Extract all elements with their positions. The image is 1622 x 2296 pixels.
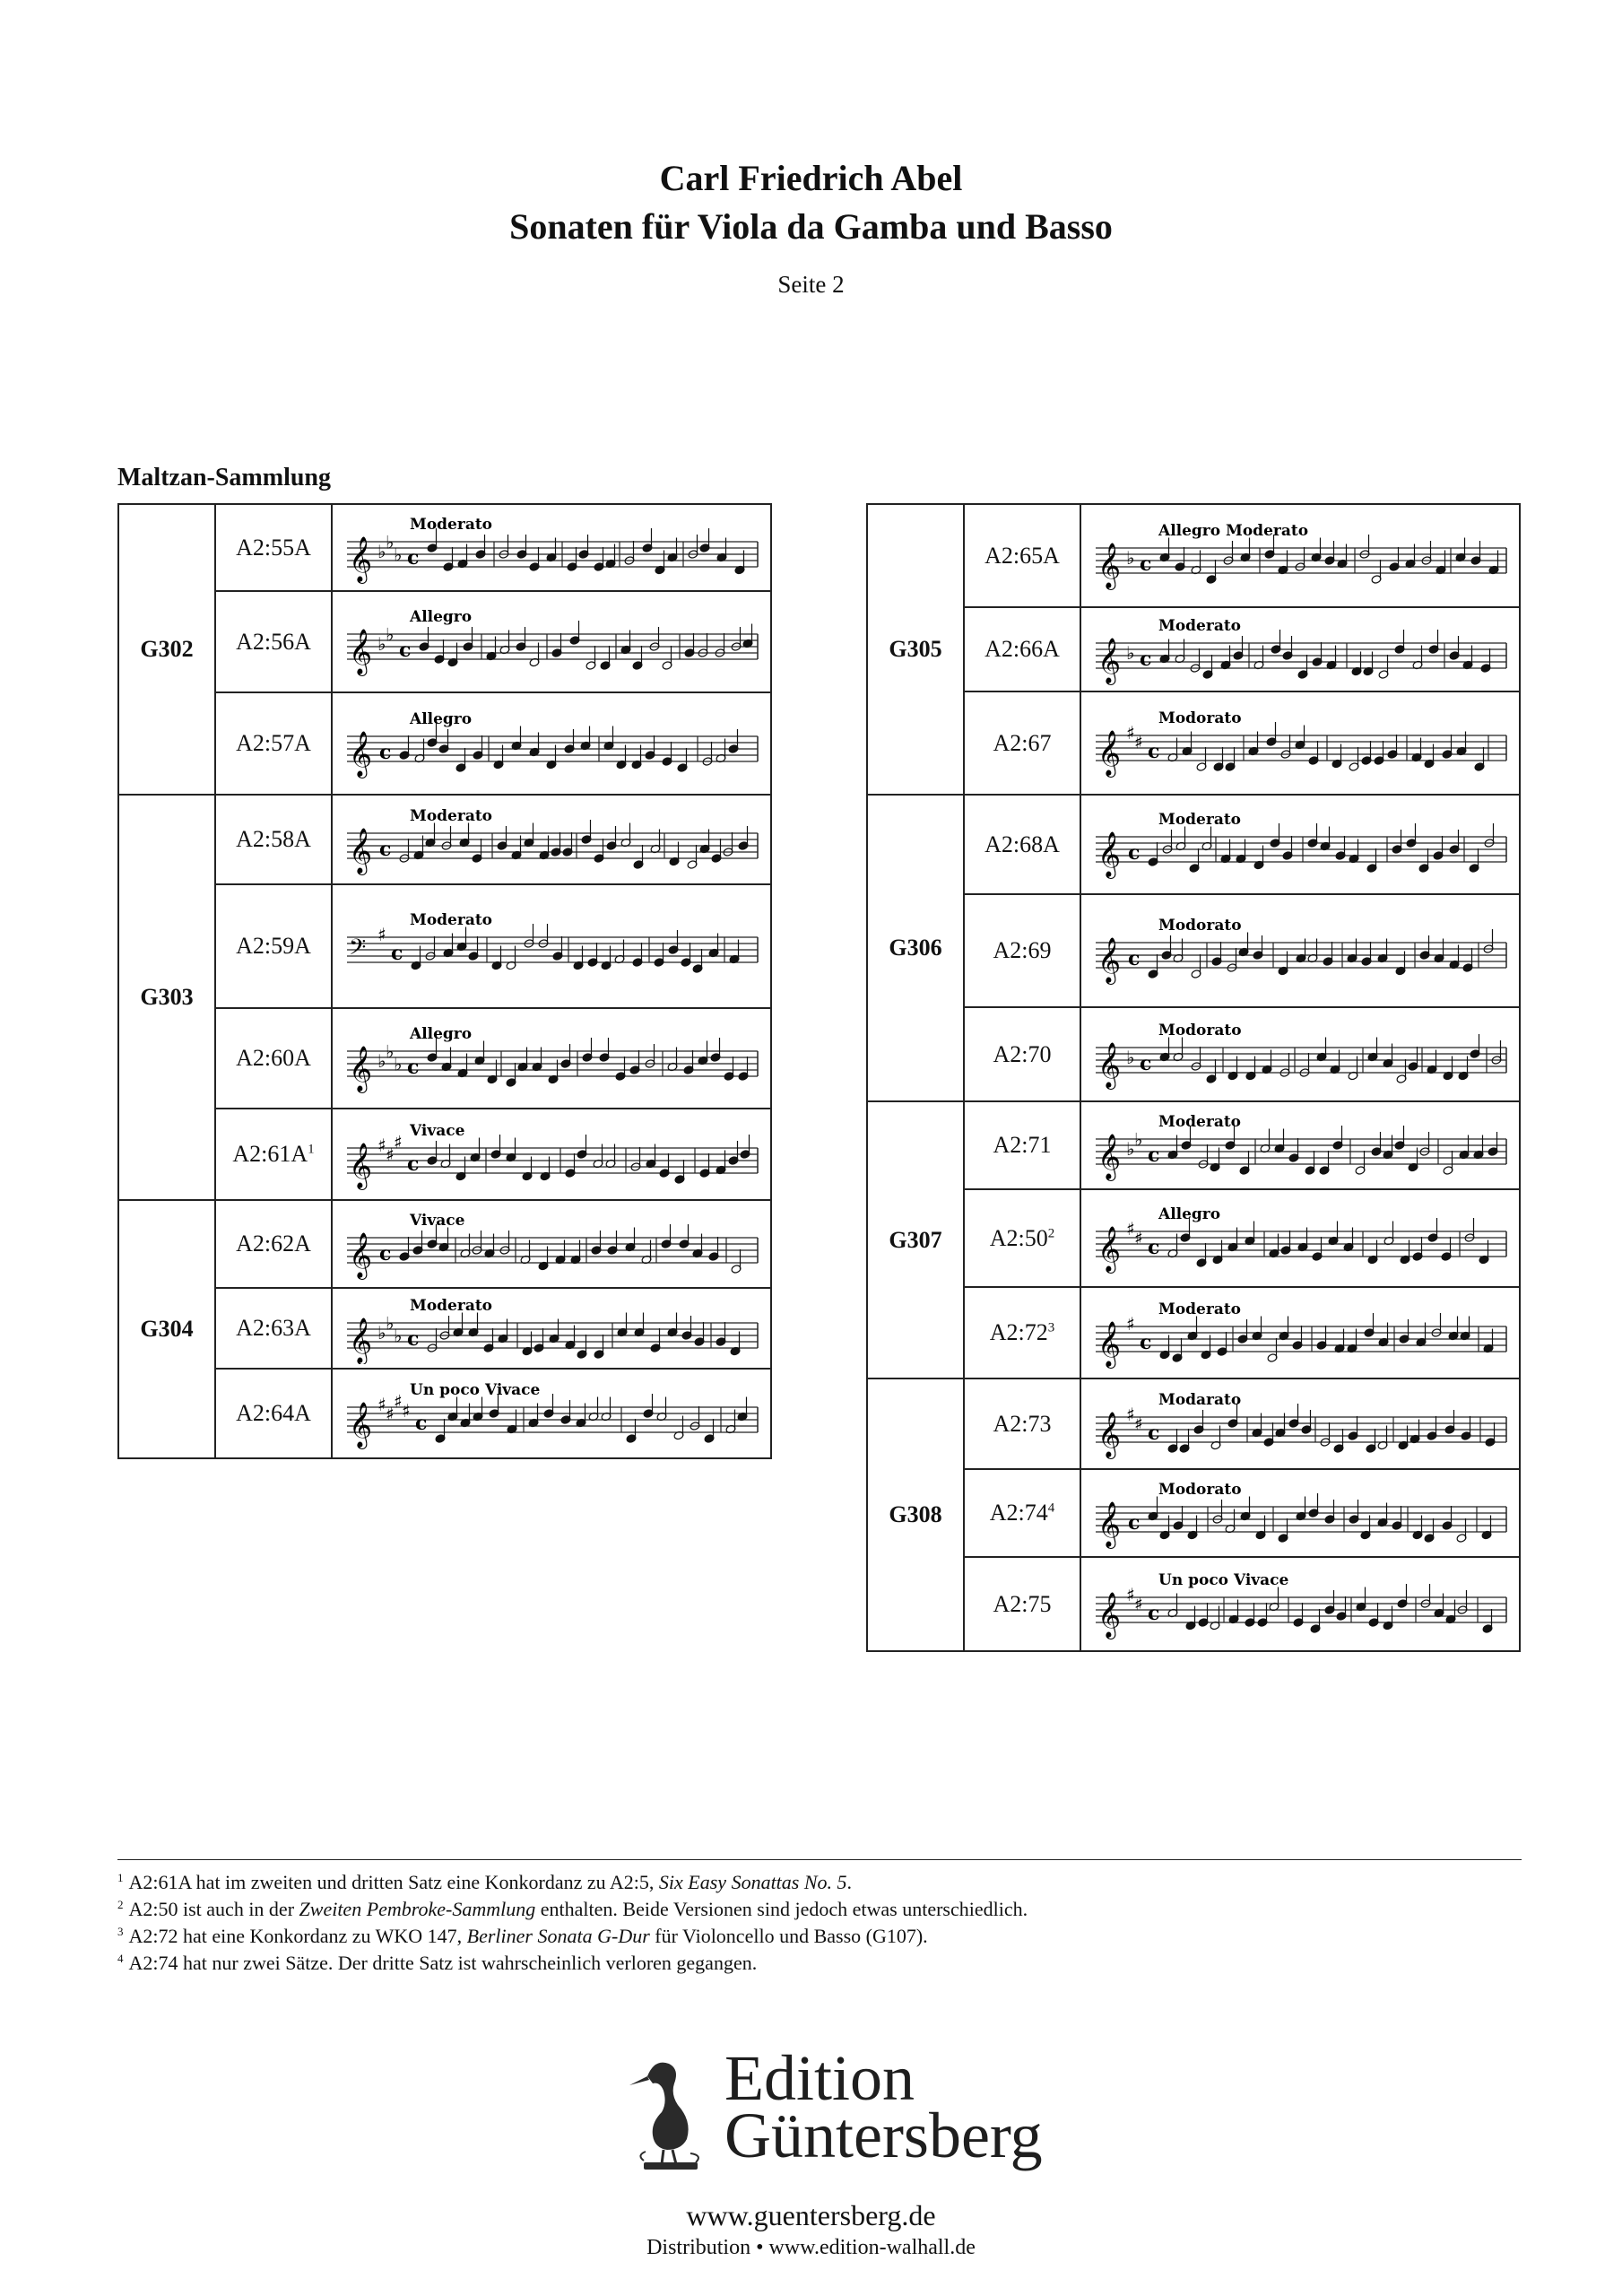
work-number: [964, 1469, 1080, 1557]
catalogue-row: [118, 1288, 771, 1369]
treble-clef-icon: 𝄞: [349, 1402, 373, 1448]
tempo-marking: Un poco Vivace: [410, 1381, 541, 1399]
tempo-marking: Modorato: [1158, 709, 1242, 727]
group-number: G306: [867, 795, 964, 1101]
incipit-cell: [1080, 894, 1520, 1007]
tempo-marking: Moderato: [1158, 811, 1242, 829]
work-number: [964, 795, 1080, 894]
distribution-line: Distribution • www.edition-walhall.de: [646, 2236, 976, 2259]
footnote-mark: 4: [117, 1951, 124, 1965]
heron-logo-icon: [628, 2049, 717, 2175]
treble-clef-icon: 𝄞: [349, 1143, 373, 1188]
svg-text:♭: ♭: [377, 1050, 386, 1072]
svg-text:♭: ♭: [377, 633, 386, 655]
tempo-marking: Allegro: [1158, 1205, 1221, 1223]
common-time-icon: c: [1148, 740, 1160, 763]
work-number-label: A2:59A: [236, 933, 311, 959]
flat-key-signature-icon: [1126, 1047, 1134, 1068]
svg-text:♯: ♯: [377, 924, 386, 945]
tempo-marking: Moderato: [410, 911, 493, 929]
incipit-cell: [332, 1109, 771, 1200]
work-number: [215, 795, 332, 884]
music-incipit: [1089, 1383, 1514, 1465]
incipit-cell: [332, 591, 771, 692]
group-number: G308: [867, 1378, 964, 1651]
treble-clef-icon: 𝄞: [1097, 1501, 1122, 1547]
group-number: G304: [118, 1200, 215, 1458]
catalogue-row: [118, 884, 771, 1008]
incipit-cell: [332, 884, 771, 1008]
music-incipit: [340, 1013, 765, 1104]
page-header: [0, 154, 1622, 299]
music-incipit: [340, 1205, 765, 1283]
flat-key-signature-icon: [1126, 547, 1134, 569]
treble-clef-icon: 𝄞: [1097, 1226, 1122, 1272]
group-number: G307: [867, 1101, 964, 1378]
common-time-icon: c: [1128, 947, 1141, 970]
footnote: [117, 1869, 1028, 1896]
music-incipit: [1089, 1194, 1514, 1283]
music-incipit: [340, 697, 765, 790]
catalogue-row: [867, 894, 1520, 1007]
music-incipit: [340, 596, 765, 688]
svg-text:♯: ♯: [394, 1131, 403, 1153]
note-heads: [427, 528, 745, 575]
treble-clef-icon: 𝄞: [1097, 1592, 1122, 1638]
note-heads: [419, 621, 753, 670]
incipit-cell: [332, 504, 771, 591]
note-heads: [411, 924, 740, 973]
tempo-marking: Vivace: [410, 1122, 465, 1140]
svg-text:♯: ♯: [1126, 1218, 1135, 1239]
svg-text:♭: ♭: [1126, 1047, 1135, 1068]
page-number: Seite 2: [777, 271, 845, 298]
footnote-text-end: .: [846, 1871, 853, 1893]
footnotes: [117, 1869, 1028, 1977]
tempo-marking: Allegro Moderato: [1158, 522, 1309, 540]
footnote-text: A2:50 ist auch in der: [128, 1898, 299, 1920]
svg-text:♯: ♯: [386, 1403, 395, 1425]
svg-text:♭: ♭: [394, 544, 403, 566]
tempo-marking: Moderato: [1158, 1300, 1242, 1318]
sharp-key-signature-icon: [377, 924, 386, 945]
work-number: [215, 1369, 332, 1458]
tempo-marking: Allegro: [410, 710, 473, 728]
footnote-marker[interactable]: 1: [308, 1142, 315, 1157]
music-incipit: [1089, 1292, 1514, 1374]
work-number: [964, 607, 1080, 691]
work-number-label: A2:61A: [232, 1141, 308, 1167]
svg-text:♭: ♭: [1126, 642, 1135, 664]
catalogue-row: [867, 607, 1520, 691]
svg-text:♭: ♭: [1126, 1138, 1135, 1160]
svg-text:♯: ♯: [1126, 1313, 1135, 1335]
footnote-text-end: enthalten. Beide Versionen sind jedoch etwas unterschiedlich.: [535, 1898, 1028, 1920]
work-number: [215, 884, 332, 1008]
work-number: [964, 894, 1080, 1007]
treble-clef-icon: 𝄞: [349, 1318, 373, 1363]
treble-clef-icon: 𝄞: [1097, 1134, 1122, 1179]
music-incipit: [340, 799, 765, 880]
catalogue-row: [118, 1369, 771, 1458]
footnote: [117, 1923, 1028, 1950]
svg-text:♭: ♭: [394, 1325, 403, 1347]
composer-name: Carl Friedrich Abel: [659, 158, 963, 198]
music-incipit: [1089, 612, 1514, 687]
music-incipit: [340, 1373, 765, 1454]
note-heads: [1148, 823, 1495, 873]
work-number-label: A2:74: [989, 1500, 1048, 1526]
note-heads: [1159, 630, 1491, 679]
work-number: [215, 692, 332, 795]
work-number: [964, 1101, 1080, 1189]
treble-clef-icon: 𝄞: [349, 629, 373, 674]
svg-text:♯: ♯: [1126, 1404, 1135, 1425]
svg-text:♯: ♯: [1134, 731, 1143, 753]
music-incipit: [1089, 1474, 1514, 1552]
incipit-cell: [332, 1288, 771, 1369]
incipit-cell: [1080, 607, 1520, 691]
note-heads: [1167, 1218, 1489, 1267]
incipit-cell: [1080, 795, 1520, 894]
note-heads: [1167, 1584, 1493, 1633]
tempo-marking: Allegro: [410, 1025, 473, 1043]
music-incipit: [1089, 1012, 1514, 1097]
work-number: [964, 1287, 1080, 1378]
incipit-cell: [1080, 504, 1520, 607]
footnote-text: A2:72 hat eine Konkordanz zu WKO 147,: [128, 1925, 467, 1947]
common-time-icon: c: [407, 546, 420, 570]
common-time-icon: c: [1148, 1144, 1160, 1167]
incipit-cell: [1080, 1101, 1520, 1189]
incipit-cell: [1080, 691, 1520, 795]
tempo-marking: Un poco Vivace: [1158, 1571, 1289, 1589]
svg-text:♭: ♭: [1134, 1128, 1143, 1151]
sharp-key-signature-icon: [1126, 1313, 1135, 1335]
svg-text:♭: ♭: [1126, 547, 1135, 569]
work-number: [215, 1200, 332, 1288]
section-title: Maltzan-Sammlung: [117, 464, 331, 491]
incipit-cell: [1080, 1189, 1520, 1287]
work-number: [964, 1378, 1080, 1469]
logo-text-guentersberg: Güntersberg: [724, 2100, 1043, 2171]
treble-clef-icon: 𝄞: [349, 1232, 373, 1278]
music-incipit: [340, 1113, 765, 1196]
music-incipit: [1089, 696, 1514, 790]
incipit-cell: [1080, 1378, 1520, 1469]
footnote-marker[interactable]: 3: [1047, 1320, 1055, 1335]
footnote-title: Six Easy Sonattas No. 5: [658, 1871, 847, 1893]
note-heads: [1148, 1493, 1492, 1543]
catalogue-row: [118, 795, 771, 884]
work-number-label: A2:56A: [236, 628, 311, 655]
treble-clef-icon: 𝄞: [1097, 831, 1122, 877]
common-time-icon: c: [379, 838, 392, 861]
work-number-label: A2:66A: [984, 636, 1060, 662]
work-number-label: A2:69: [993, 937, 1052, 963]
common-time-icon: c: [1140, 552, 1152, 576]
catalogue-row: [867, 1378, 1520, 1469]
note-heads: [427, 1038, 749, 1087]
work-number: [964, 1007, 1080, 1101]
common-time-icon: c: [1128, 841, 1141, 865]
footnote-mark: 2: [117, 1897, 124, 1911]
work-number: [964, 691, 1080, 795]
tempo-marking: Moderato: [410, 516, 493, 534]
treble-clef-icon: 𝄞: [1097, 638, 1122, 683]
note-heads: [427, 1135, 750, 1184]
right-catalogue-table: [866, 503, 1521, 1652]
work-number: [964, 1189, 1080, 1287]
incipit-cell: [1080, 1469, 1520, 1557]
incipit-cell: [332, 1008, 771, 1109]
music-incipit: [1089, 799, 1514, 890]
svg-text:♯: ♯: [1126, 1584, 1135, 1605]
catalogue-row: [867, 691, 1520, 795]
note-heads: [1167, 1126, 1498, 1175]
left-catalogue-table: [117, 503, 772, 1459]
treble-clef-icon: 𝄞: [1097, 543, 1122, 588]
tempo-marking: Modarato: [1158, 1391, 1242, 1409]
work-number-label: A2:65A: [984, 542, 1060, 569]
note-heads: [399, 723, 739, 772]
catalogue-row: [867, 504, 1520, 607]
tempo-marking: Moderato: [1158, 617, 1242, 635]
work-number-label: A2:57A: [236, 730, 311, 756]
work-number: [964, 1557, 1080, 1651]
work-number: [215, 1109, 332, 1200]
incipit-cell: [332, 1369, 771, 1458]
work-number: [964, 504, 1080, 607]
footnote-title: Zweiten Pembroke-Sammlung: [299, 1898, 536, 1920]
group-number: G305: [867, 504, 964, 795]
group-number: G302: [118, 504, 215, 795]
svg-text:♯: ♯: [1134, 1413, 1143, 1435]
common-time-icon: c: [1148, 1602, 1160, 1625]
svg-text:♯: ♯: [1134, 1227, 1143, 1249]
footnote-text: A2:61A hat im zweiten und dritten Satz eine Konkordanz zu A2:5,: [128, 1871, 659, 1893]
work-number-label: A2:71: [993, 1132, 1052, 1158]
tempo-marking: Moderato: [410, 1297, 493, 1315]
music-incipit: [340, 1292, 765, 1364]
common-time-icon: c: [379, 1242, 392, 1265]
footnote: [117, 1950, 1028, 1977]
music-incipit: [1089, 1561, 1514, 1647]
catalogue-row: [867, 1287, 1520, 1378]
tempo-marking: Vivace: [410, 1212, 465, 1230]
work-number-label: A2:75: [993, 1590, 1052, 1617]
work-number: [215, 504, 332, 591]
website-link[interactable]: www.guentersberg.de: [686, 2199, 936, 2231]
catalogue-row: [118, 1200, 771, 1288]
footnote: [117, 1896, 1028, 1923]
staff-lines: [1096, 1048, 1506, 1073]
incipit-cell: [332, 1200, 771, 1288]
catalogue-row: [118, 1008, 771, 1109]
catalogue-row: [118, 504, 771, 591]
group-number: G303: [118, 795, 215, 1200]
footnote-title: Berliner Sonata G-Dur: [466, 1925, 650, 1947]
staff-lines: [347, 937, 758, 962]
flat-key-signature-icon: [1126, 1129, 1142, 1161]
catalogue-row: [867, 1469, 1520, 1557]
work-number-label: A2:58A: [236, 826, 311, 852]
tempo-marking: Moderato: [410, 807, 493, 825]
work-number-label: A2:60A: [236, 1045, 311, 1071]
catalogue-row: [867, 795, 1520, 894]
svg-text:♭: ♭: [377, 541, 386, 562]
footnote-marker[interactable]: 4: [1047, 1500, 1055, 1516]
incipit-cell: [332, 692, 771, 795]
common-time-icon: c: [1128, 1511, 1141, 1535]
treble-clef-icon: 𝄞: [1097, 1321, 1122, 1367]
footnote-divider: [117, 1859, 1522, 1860]
tempo-marking: Moderato: [1158, 1113, 1242, 1131]
tempo-marking: Modorato: [1158, 917, 1242, 935]
treble-clef-icon: 𝄞: [349, 828, 373, 874]
note-heads: [1148, 929, 1494, 978]
work-number-label: A2:73: [993, 1410, 1052, 1437]
publisher-logo: [628, 2042, 1076, 2184]
svg-text:♯: ♯: [386, 1144, 395, 1166]
work-number-label: A2:63A: [236, 1315, 311, 1341]
svg-text:♭: ♭: [377, 1322, 386, 1344]
logo-text-edition: Edition: [724, 2042, 915, 2114]
common-time-icon: c: [1140, 1331, 1152, 1354]
work-number-label: A2:62A: [236, 1231, 311, 1257]
treble-clef-icon: 𝄞: [349, 536, 373, 582]
catalogue-row: [118, 692, 771, 795]
treble-clef-icon: 𝄞: [1097, 1412, 1122, 1457]
note-heads: [1159, 1313, 1494, 1362]
note-heads: [435, 1394, 748, 1443]
common-time-icon: c: [1140, 648, 1152, 671]
work-number: [215, 591, 332, 692]
svg-text:♯: ♯: [1126, 722, 1135, 744]
common-time-icon: c: [1140, 1052, 1152, 1075]
treble-clef-icon: 𝄞: [1097, 1042, 1122, 1088]
work-number-label: A2:50: [989, 1224, 1048, 1251]
catalogue-row: [118, 591, 771, 692]
flat-key-signature-icon: [1126, 642, 1134, 664]
work-number-label: A2:68A: [984, 831, 1060, 857]
svg-text:♭: ♭: [386, 1312, 395, 1335]
incipit-cell: [1080, 1007, 1520, 1101]
note-heads: [1159, 1034, 1502, 1083]
treble-clef-icon: 𝄞: [349, 731, 373, 777]
common-time-icon: c: [1148, 1422, 1160, 1445]
footnote-mark: 1: [117, 1870, 124, 1884]
common-time-icon: c: [415, 1412, 428, 1435]
music-incipit: [1089, 509, 1514, 603]
bass-clef-icon: 𝄢: [349, 935, 367, 966]
work-number: [215, 1288, 332, 1369]
note-heads: [399, 820, 749, 869]
incipit-cell: [1080, 1557, 1520, 1651]
note-heads: [1159, 535, 1499, 584]
svg-text:♯: ♯: [377, 1135, 386, 1156]
footnote-mark: 3: [117, 1924, 124, 1938]
tempo-marking: Modorato: [1158, 1481, 1242, 1499]
work-number-label: A2:67: [993, 729, 1052, 756]
note-heads: [399, 1224, 742, 1274]
page-footer: [0, 2197, 1622, 2262]
music-incipit: [340, 889, 765, 1004]
note-heads: [1167, 1404, 1496, 1453]
note-heads: [1167, 722, 1488, 771]
work-number-label: A2:64A: [236, 1400, 311, 1426]
svg-text:♭: ♭: [386, 623, 395, 646]
common-time-icon: c: [399, 639, 412, 662]
svg-text:♯: ♯: [377, 1394, 386, 1415]
catalogue-row: [867, 1007, 1520, 1101]
svg-text:♯: ♯: [1134, 1593, 1143, 1615]
footnote-text: A2:74 hat nur zwei Sätze. Der dritte Satz ist wahrscheinlich verloren gegangen.: [128, 1952, 758, 1974]
incipit-cell: [1080, 1287, 1520, 1378]
treble-clef-icon: 𝄞: [1097, 730, 1122, 776]
common-time-icon: c: [407, 1056, 420, 1079]
work-number: [215, 1008, 332, 1109]
incipit-cell: [332, 795, 771, 884]
treble-clef-icon: 𝄞: [349, 1046, 373, 1091]
treble-clef-icon: 𝄞: [1097, 937, 1122, 983]
svg-text:♭: ♭: [394, 1053, 403, 1075]
catalogue-row: [118, 1109, 771, 1200]
music-incipit: [1089, 899, 1514, 1003]
collection-title: Sonaten für Viola da Gamba und Basso: [509, 206, 1113, 247]
work-number-label: A2:55A: [236, 534, 311, 561]
work-number-label: A2:72: [989, 1319, 1048, 1345]
tempo-marking: Allegro: [410, 608, 473, 626]
svg-text:♭: ♭: [386, 1040, 395, 1063]
common-time-icon: c: [407, 1327, 420, 1351]
footnote-marker[interactable]: 2: [1047, 1225, 1055, 1240]
svg-text:♯: ♯: [394, 1390, 403, 1413]
footnote-text-end: für Violoncello und Basso (G107).: [649, 1925, 928, 1947]
music-incipit: [1089, 1106, 1514, 1185]
catalogue-row: [867, 1189, 1520, 1287]
common-time-icon: c: [391, 942, 403, 965]
common-time-icon: c: [379, 741, 392, 764]
flat-key-signature-icon: [377, 624, 394, 656]
catalogue-row: [867, 1557, 1520, 1651]
tempo-marking: Modorato: [1158, 1022, 1242, 1039]
svg-text:♭: ♭: [386, 531, 395, 553]
common-time-icon: c: [407, 1152, 420, 1176]
catalogue-row: [867, 1101, 1520, 1189]
svg-text:♯: ♯: [402, 1400, 411, 1422]
music-incipit: [340, 509, 765, 587]
common-time-icon: c: [1148, 1236, 1160, 1259]
work-number-label: A2:70: [993, 1040, 1052, 1067]
